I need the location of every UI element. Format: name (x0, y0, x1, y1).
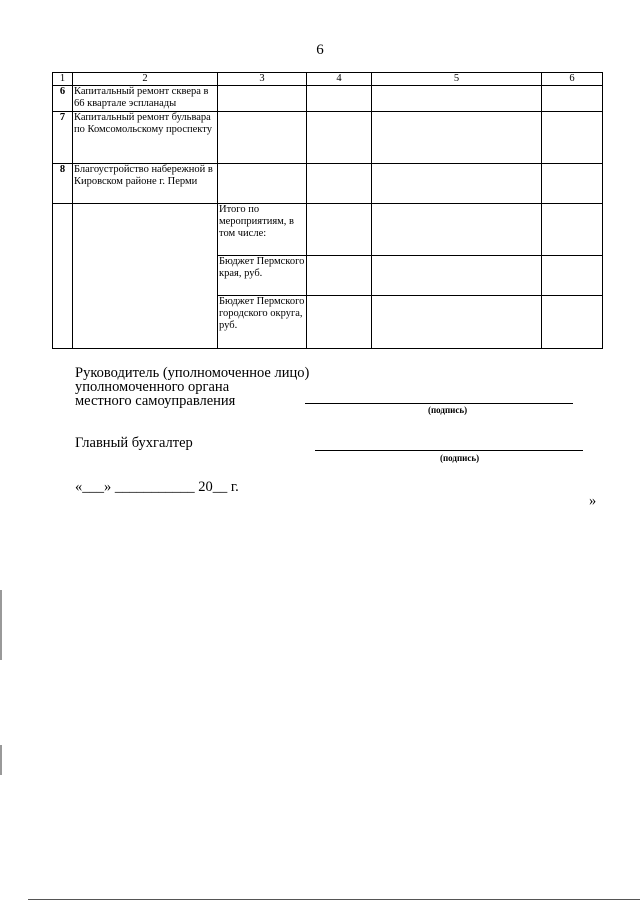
row-name: Капитальный ремонт сквера в 66 квартале эспланады (73, 86, 218, 112)
empty-cell (372, 204, 542, 256)
empty-cell (372, 256, 542, 296)
empty-cell (307, 164, 372, 204)
empty-cell (307, 296, 372, 349)
row-name: Капитальный ремонт бульвара по Комсомольскому проспекту (73, 112, 218, 164)
empty-cell (307, 86, 372, 112)
row-number: 7 (53, 112, 73, 164)
empty-cell (372, 296, 542, 349)
empty-cell (372, 164, 542, 204)
head-signature-caption: (подпись) (428, 405, 468, 415)
head-signature-line (305, 403, 573, 404)
col-header: 6 (542, 73, 603, 86)
table-row (53, 112, 603, 164)
total-label: Бюджет Пермского края, руб. (218, 256, 307, 296)
col-header: 3 (218, 73, 307, 86)
total-label: Бюджет Пермского городского округа, руб. (218, 296, 307, 349)
row-number: 8 (53, 164, 73, 204)
budget-table (52, 72, 603, 349)
col-header: 1 (53, 73, 73, 86)
closing-quote: » (589, 493, 597, 509)
empty-cell (372, 112, 542, 164)
page-number: 6 (316, 42, 324, 58)
col-header: 5 (372, 73, 542, 86)
accountant-signature-caption: (подпись) (440, 453, 480, 463)
empty-cell (218, 164, 307, 204)
head-title-line: Руководитель (уполномоченное лицо) (75, 365, 310, 381)
empty-cell (218, 86, 307, 112)
table-row (53, 164, 603, 204)
total-row (53, 204, 603, 256)
col-header: 2 (73, 73, 218, 86)
empty-cell (307, 256, 372, 296)
empty-cell (542, 296, 603, 349)
table-row (53, 86, 603, 112)
total-label: Итого по мероприятиям, в том числе: (218, 204, 307, 256)
empty-cell (218, 112, 307, 164)
empty-cell (542, 112, 603, 164)
accountant-title: Главный бухгалтер (75, 435, 193, 451)
col-header: 4 (307, 73, 372, 86)
head-title-line: уполномоченного органа (75, 379, 230, 395)
date-line: «___» ___________ 20__ г. (75, 479, 239, 495)
empty-cell (307, 204, 372, 256)
empty-cell (53, 204, 73, 349)
empty-cell (542, 164, 603, 204)
row-number: 6 (53, 86, 73, 112)
accountant-signature-line (315, 450, 583, 451)
empty-cell (372, 86, 542, 112)
scan-edge-mark (0, 590, 2, 660)
head-signature-title (75, 366, 309, 408)
empty-cell (73, 204, 218, 349)
empty-cell (307, 112, 372, 164)
row-name: Благоустройство набережной в Кировском районе г. Перми (73, 164, 218, 204)
table-header-row (53, 73, 603, 86)
empty-cell (542, 256, 603, 296)
empty-cell (542, 86, 603, 112)
empty-cell (542, 204, 603, 256)
head-title-line: местного самоуправления (75, 393, 236, 409)
scan-edge-mark (0, 745, 2, 775)
scan-bottom-edge (28, 899, 640, 900)
